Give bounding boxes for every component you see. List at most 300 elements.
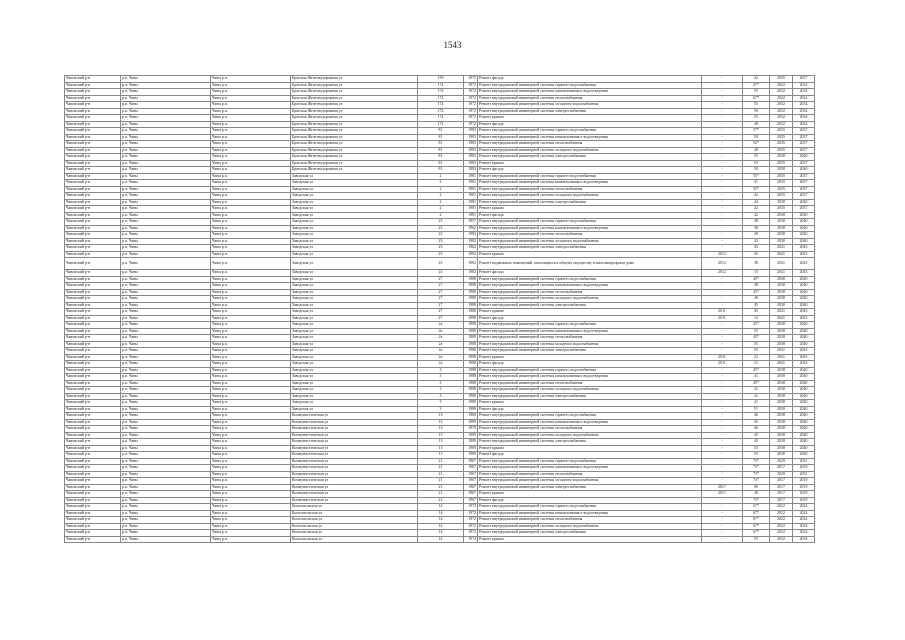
work-type-cell: Ремонт подвальных помещений, относящихся к общему имуществу в многоквартирном доме	[478, 258, 702, 270]
house-number-cell: 21	[418, 491, 464, 498]
house-number-cell: 14	[418, 523, 464, 530]
district-cell: Чановский р-н	[65, 530, 121, 537]
locality-cell: Чаны р.п.	[211, 497, 291, 504]
settlement-cell: р.п. Чаны	[121, 478, 211, 485]
build-year-cell: 1967	[464, 478, 478, 485]
street-cell: Комсомольская ул	[291, 510, 418, 517]
locality-cell: Чаны р.п.	[211, 225, 291, 232]
work-type-cell: Ремонт фасада	[478, 270, 702, 277]
street-cell: Братская Железнодорожная ул	[291, 95, 418, 102]
build-year-cell: 1988	[464, 374, 478, 381]
settlement-cell: р.п. Чаны	[121, 302, 211, 309]
settlement-cell: р.п. Чаны	[121, 348, 211, 355]
settlement-cell: р.п. Чаны	[121, 497, 211, 504]
plan-start-year-cell: 2017	[770, 465, 793, 472]
district-cell: Чановский р-н	[65, 225, 121, 232]
plan-start-year-cell: 2041	[770, 315, 793, 322]
locality-cell: Чаны р.п.	[211, 283, 291, 290]
house-number-cell: 27	[418, 296, 464, 303]
street-cell: Заводская ул	[291, 315, 418, 322]
street-cell: Заводская ул	[291, 199, 418, 206]
district-cell: Чановский р-н	[65, 238, 121, 245]
service-period-cell: 90	[743, 484, 770, 491]
street-cell: Заводская ул	[291, 354, 418, 361]
street-cell: Комсомольская ул	[291, 517, 418, 524]
work-type-cell: Ремонт внутридомовой инженерной системы горячего водоснабжения	[478, 504, 702, 511]
build-year-cell: 1983	[464, 134, 478, 141]
street-cell: Заводская ул	[291, 258, 418, 270]
plan-end-year-cell: 2031	[793, 471, 815, 478]
locality-cell: Чаны р.п.	[211, 452, 291, 459]
plan-start-year-cell: 2035	[770, 173, 793, 180]
settlement-cell: р.п. Чаны	[121, 173, 211, 180]
service-period-cell: 67*	[743, 530, 770, 537]
plan-start-year-cell: 2032	[770, 121, 793, 128]
street-cell: Заводская ул	[291, 322, 418, 329]
previous-repair-year-cell: -	[702, 400, 743, 407]
locality-cell: Чаны р.п.	[211, 504, 291, 511]
build-year-cell: 1972	[464, 95, 478, 102]
settlement-cell: р.п. Чаны	[121, 193, 211, 200]
build-year-cell: 1962	[464, 245, 478, 252]
house-number-cell: 159	[418, 76, 464, 83]
settlement-cell: р.п. Чаны	[121, 439, 211, 446]
settlement-cell: р.п. Чаны	[121, 322, 211, 329]
street-cell: Заводская ул	[291, 245, 418, 252]
plan-end-year-cell: 2043	[793, 361, 815, 368]
street-cell: Заводская ул	[291, 219, 418, 226]
plan-end-year-cell: 2037	[793, 180, 815, 187]
service-period-cell: 67*	[743, 82, 770, 89]
plan-start-year-cell: 2038	[770, 426, 793, 433]
build-year-cell: 1988	[464, 393, 478, 400]
street-cell: Коммунистическая ул	[291, 484, 418, 491]
previous-repair-year-cell: 2011	[702, 354, 743, 361]
locality-cell: Чаны р.п.	[211, 147, 291, 154]
build-year-cell: 1975	[464, 76, 478, 83]
district-cell: Чановский р-н	[65, 367, 121, 374]
house-number-cell: 23	[418, 251, 464, 258]
build-year-cell: 1988	[464, 276, 478, 283]
house-number-cell: 14	[418, 536, 464, 543]
street-cell: Братская Железнодорожная ул	[291, 147, 418, 154]
plan-start-year-cell: 2032	[770, 108, 793, 115]
service-period-cell: 45	[743, 432, 770, 439]
previous-repair-year-cell: -	[702, 510, 743, 517]
plan-end-year-cell: 2043	[793, 315, 815, 322]
settlement-cell: р.п. Чаны	[121, 419, 211, 426]
plan-start-year-cell: 2032	[770, 115, 793, 122]
house-number-cell: 174	[418, 115, 464, 122]
house-number-cell: 2а	[418, 322, 464, 329]
house-number-cell: 2а	[418, 361, 464, 368]
plan-start-year-cell: 2038	[770, 225, 793, 232]
house-number-cell: 174	[418, 108, 464, 115]
settlement-cell: р.п. Чаны	[121, 82, 211, 89]
plan-end-year-cell: 2034	[793, 102, 815, 109]
district-cell: Чановский р-н	[65, 400, 121, 407]
previous-repair-year-cell: -	[702, 219, 743, 226]
work-type-cell: Ремонт внутридомовой инженерной системы горячего водоснабжения	[478, 219, 702, 226]
plan-end-year-cell: 2037	[793, 128, 815, 135]
street-cell: Заводская ул	[291, 173, 418, 180]
house-number-cell: 174	[418, 95, 464, 102]
build-year-cell: 1967	[464, 465, 478, 472]
settlement-cell: р.п. Чаны	[121, 393, 211, 400]
district-cell: Чановский р-н	[65, 251, 121, 258]
plan-start-year-cell: 2032	[770, 102, 793, 109]
plan-end-year-cell: 2040	[793, 276, 815, 283]
district-cell: Чановский р-н	[65, 445, 121, 452]
house-number-cell: 13	[418, 413, 464, 420]
build-year-cell: 1972	[464, 121, 478, 128]
work-type-cell: Ремонт внутридомовой инженерной системы канализования и водоотведения	[478, 89, 702, 96]
house-number-cell: 2а	[418, 341, 464, 348]
district-cell: Чановский р-н	[65, 258, 121, 270]
plan-start-year-cell: 2038	[770, 445, 793, 452]
previous-repair-year-cell: -	[702, 180, 743, 187]
previous-repair-year-cell: -	[702, 147, 743, 154]
plan-end-year-cell: 2040	[793, 413, 815, 420]
plan-end-year-cell: 2043	[793, 245, 815, 252]
street-cell: Заводская ул	[291, 206, 418, 213]
plan-end-year-cell: 2024	[793, 504, 815, 511]
plan-end-year-cell: 2037	[793, 141, 815, 148]
plan-start-year-cell: 2041	[770, 354, 793, 361]
previous-repair-year-cell: -	[702, 426, 743, 433]
work-type-cell: Ремонт внутридомовой инженерной системы горячего водоснабжения	[478, 322, 702, 329]
previous-repair-year-cell: -	[702, 341, 743, 348]
street-cell: Заводская ул	[291, 302, 418, 309]
previous-repair-year-cell: -	[702, 160, 743, 167]
locality-cell: Чаны р.п.	[211, 367, 291, 374]
street-cell: Комсомольская ул	[291, 536, 418, 543]
service-period-cell: 45*	[743, 289, 770, 296]
plan-start-year-cell: 2038	[770, 167, 793, 174]
plan-start-year-cell: 2035	[770, 206, 793, 213]
street-cell: Коммунистическая ул	[291, 413, 418, 420]
plan-start-year-cell: 2038	[770, 289, 793, 296]
work-type-cell: Ремонт внутридомовой инженерной системы холодного водоснабжения	[478, 147, 702, 154]
previous-repair-year-cell: -	[702, 102, 743, 109]
street-cell: Заводская ул	[291, 400, 418, 407]
locality-cell: Чаны р.п.	[211, 141, 291, 148]
plan-start-year-cell: 2041	[770, 348, 793, 355]
settlement-cell: р.п. Чаны	[121, 523, 211, 530]
house-number-cell: 2а	[418, 354, 464, 361]
district-cell: Чановский р-н	[65, 491, 121, 498]
previous-repair-year-cell: -	[702, 82, 743, 89]
plan-end-year-cell: 2040	[793, 406, 815, 413]
settlement-cell: р.п. Чаны	[121, 406, 211, 413]
plan-end-year-cell: 2034	[793, 89, 815, 96]
work-type-cell: Ремонт фасада	[478, 406, 702, 413]
locality-cell: Чаны р.п.	[211, 173, 291, 180]
district-cell: Чановский р-н	[65, 497, 121, 504]
previous-repair-year-cell: -	[702, 283, 743, 290]
settlement-cell: р.п. Чаны	[121, 361, 211, 368]
district-cell: Чановский р-н	[65, 309, 121, 316]
street-cell: Заводская ул	[291, 406, 418, 413]
settlement-cell: р.п. Чаны	[121, 219, 211, 226]
plan-start-year-cell: 2041	[770, 309, 793, 316]
plan-end-year-cell: 2034	[793, 115, 815, 122]
previous-repair-year-cell: -	[702, 108, 743, 115]
locality-cell: Чаны р.п.	[211, 212, 291, 219]
settlement-cell: р.п. Чаны	[121, 465, 211, 472]
settlement-cell: р.п. Чаны	[121, 341, 211, 348]
street-cell: Коммунистическая ул	[291, 478, 418, 485]
district-cell: Чановский р-н	[65, 89, 121, 96]
street-cell: Коммунистическая ул	[291, 497, 418, 504]
previous-repair-year-cell: -	[702, 95, 743, 102]
build-year-cell: 1988	[464, 406, 478, 413]
street-cell: Комсомольская ул	[291, 523, 418, 530]
service-period-cell: 73*	[743, 471, 770, 478]
house-number-cell: 2	[418, 199, 464, 206]
street-cell: Коммунистическая ул	[291, 426, 418, 433]
district-cell: Чановский р-н	[65, 426, 121, 433]
service-period-cell: 50	[743, 167, 770, 174]
previous-repair-year-cell: -	[702, 380, 743, 387]
previous-repair-year-cell: -	[702, 128, 743, 135]
service-period-cell: 48	[743, 121, 770, 128]
work-type-cell: Ремонт крыши	[478, 251, 702, 258]
street-cell: Заводская ул	[291, 328, 418, 335]
street-cell: Братская Железнодорожная ул	[291, 160, 418, 167]
build-year-cell: 1983	[464, 147, 478, 154]
previous-repair-year-cell: -	[702, 471, 743, 478]
work-type-cell: Ремонт внутридомовой инженерной системы горячего водоснабжения	[478, 128, 702, 135]
previous-repair-year-cell: -	[702, 374, 743, 381]
plan-end-year-cell: 2040	[793, 283, 815, 290]
plan-start-year-cell: 2038	[770, 302, 793, 309]
plan-end-year-cell: 2040	[793, 393, 815, 400]
settlement-cell: р.п. Чаны	[121, 426, 211, 433]
locality-cell: Чаны р.п.	[211, 328, 291, 335]
work-type-cell: Ремонт фасада	[478, 315, 702, 322]
plan-start-year-cell: 2022	[770, 510, 793, 517]
build-year-cell: 1983	[464, 154, 478, 161]
street-cell: Братская Железнодорожная ул	[291, 115, 418, 122]
service-period-cell: 55	[743, 89, 770, 96]
previous-repair-year-cell: -	[702, 296, 743, 303]
plan-end-year-cell: 2037	[793, 206, 815, 213]
district-cell: Чановский р-н	[65, 341, 121, 348]
house-number-cell: 13	[418, 432, 464, 439]
build-year-cell: 1967	[464, 471, 478, 478]
work-type-cell: Ремонт внутридомовой инженерной системы горячего водоснабжения	[478, 276, 702, 283]
service-period-cell: 55	[743, 341, 770, 348]
work-type-cell: Ремонт фасада	[478, 361, 702, 368]
locality-cell: Чаны р.п.	[211, 348, 291, 355]
district-cell: Чановский р-н	[65, 315, 121, 322]
previous-repair-year-cell: -	[702, 406, 743, 413]
house-number-cell: 23	[418, 219, 464, 226]
house-number-cell: 81	[418, 167, 464, 174]
build-year-cell: 1972	[464, 530, 478, 537]
house-number-cell: 3	[418, 380, 464, 387]
settlement-cell: р.п. Чаны	[121, 445, 211, 452]
house-number-cell: 174	[418, 82, 464, 89]
plan-end-year-cell: 2024	[793, 510, 815, 517]
house-number-cell: 21	[418, 458, 464, 465]
build-year-cell: 1957	[464, 219, 478, 226]
plan-end-year-cell: 2034	[793, 536, 815, 543]
build-year-cell: 1988	[464, 289, 478, 296]
locality-cell: Чаны р.п.	[211, 180, 291, 187]
service-period-cell: 48	[743, 283, 770, 290]
work-type-cell: Ремонт внутридомовой инженерной системы электроснабжения	[478, 199, 702, 206]
build-year-cell: 1967	[464, 458, 478, 465]
settlement-cell: р.п. Чаны	[121, 225, 211, 232]
district-cell: Чановский р-н	[65, 504, 121, 511]
locality-cell: Чаны р.п.	[211, 296, 291, 303]
street-cell: Заводская ул	[291, 232, 418, 239]
street-cell: Коммунистическая ул	[291, 439, 418, 446]
district-cell: Чановский р-н	[65, 348, 121, 355]
house-number-cell: 23	[418, 258, 464, 270]
plan-start-year-cell: 2035	[770, 180, 793, 187]
house-number-cell: 14	[418, 510, 464, 517]
district-cell: Чановский р-н	[65, 76, 121, 83]
settlement-cell: р.п. Чаны	[121, 206, 211, 213]
plan-start-year-cell: 2029	[770, 458, 793, 465]
plan-start-year-cell: 2029	[770, 471, 793, 478]
district-cell: Чановский р-н	[65, 296, 121, 303]
plan-start-year-cell: 2038	[770, 387, 793, 394]
district-cell: Чановский р-н	[65, 452, 121, 459]
locality-cell: Чаны р.п.	[211, 380, 291, 387]
settlement-cell: р.п. Чаны	[121, 108, 211, 115]
service-period-cell: 55	[743, 154, 770, 161]
street-cell: Братская Железнодорожная ул	[291, 121, 418, 128]
locality-cell: Чаны р.п.	[211, 510, 291, 517]
settlement-cell: р.п. Чаны	[121, 186, 211, 193]
locality-cell: Чаны р.п.	[211, 193, 291, 200]
previous-repair-year-cell: -	[702, 465, 743, 472]
district-cell: Чановский р-н	[65, 147, 121, 154]
previous-repair-year-cell: 2017	[702, 491, 743, 498]
service-period-cell: 73*	[743, 465, 770, 472]
plan-end-year-cell: 2040	[793, 439, 815, 446]
previous-repair-year-cell: -	[702, 504, 743, 511]
locality-cell: Чаны р.п.	[211, 245, 291, 252]
house-number-cell: 13	[418, 452, 464, 459]
previous-repair-year-cell: -	[702, 439, 743, 446]
settlement-cell: р.п. Чаны	[121, 536, 211, 543]
page-number: 1543	[443, 40, 462, 50]
district-cell: Чановский р-н	[65, 374, 121, 381]
district-cell: Чановский р-н	[65, 270, 121, 277]
previous-repair-year-cell: -	[702, 322, 743, 329]
house-number-cell: 2	[418, 173, 464, 180]
plan-end-year-cell: 2040	[793, 400, 815, 407]
work-type-cell: Ремонт фасада	[478, 212, 702, 219]
work-type-cell: Ремонт крыши	[478, 206, 702, 213]
locality-cell: Чаны р.п.	[211, 432, 291, 439]
locality-cell: Чаны р.п.	[211, 206, 291, 213]
previous-repair-year-cell: -	[702, 121, 743, 128]
district-cell: Чановский р-н	[65, 206, 121, 213]
district-cell: Чановский р-н	[65, 413, 121, 420]
previous-repair-year-cell: -	[702, 530, 743, 537]
locality-cell: Чаны р.п.	[211, 134, 291, 141]
work-type-cell: Ремонт внутридомовой инженерной системы теплоснабжения	[478, 517, 702, 524]
locality-cell: Чаны р.п.	[211, 491, 291, 498]
build-year-cell: 1972	[464, 102, 478, 109]
work-type-cell: Ремонт фасада	[478, 121, 702, 128]
settlement-cell: р.п. Чаны	[121, 530, 211, 537]
street-cell: Заводская ул	[291, 276, 418, 283]
service-period-cell: 42	[743, 212, 770, 219]
house-number-cell: 27	[418, 315, 464, 322]
district-cell: Чановский р-н	[65, 102, 121, 109]
district-cell: Чановский р-н	[65, 302, 121, 309]
house-number-cell: 2а	[418, 328, 464, 335]
street-cell: Братская Железнодорожная ул	[291, 167, 418, 174]
plan-end-year-cell: 2040	[793, 328, 815, 335]
street-cell: Комсомольская ул	[291, 504, 418, 511]
work-type-cell: Ремонт крыши	[478, 445, 702, 452]
work-type-cell: Ремонт внутридомовой инженерной системы канализования и водоотведения	[478, 225, 702, 232]
plan-end-year-cell: 2040	[793, 167, 815, 174]
district-cell: Чановский р-н	[65, 219, 121, 226]
settlement-cell: р.п. Чаны	[121, 258, 211, 270]
plan-start-year-cell: 2041	[770, 245, 793, 252]
build-year-cell: 1972	[464, 108, 478, 115]
locality-cell: Чаны р.п.	[211, 523, 291, 530]
previous-repair-year-cell: -	[702, 245, 743, 252]
work-type-cell: Ремонт крыши	[478, 491, 702, 498]
house-number-cell: 13	[418, 419, 464, 426]
locality-cell: Чаны р.п.	[211, 82, 291, 89]
service-period-cell: 55	[743, 452, 770, 459]
build-year-cell: 1972	[464, 536, 478, 543]
build-year-cell: 1983	[464, 141, 478, 148]
register-table-body	[65, 76, 815, 543]
previous-repair-year-cell: -	[702, 206, 743, 213]
work-type-cell: Ремонт внутридомовой инженерной системы холодного водоснабжения	[478, 432, 702, 439]
work-type-cell: Ремонт внутридомовой инженерной системы канализования и водоотведения	[478, 374, 702, 381]
service-period-cell: 41	[743, 393, 770, 400]
build-year-cell: 1988	[464, 387, 478, 394]
street-cell: Коммунистическая ул	[291, 471, 418, 478]
work-type-cell: Ремонт фасада	[478, 167, 702, 174]
previous-repair-year-cell: -	[702, 419, 743, 426]
locality-cell: Чаны р.п.	[211, 406, 291, 413]
district-cell: Чановский р-н	[65, 439, 121, 446]
house-number-cell: 14	[418, 504, 464, 511]
settlement-cell: р.п. Чаны	[121, 484, 211, 491]
service-period-cell: 41	[743, 400, 770, 407]
service-period-cell: 41	[743, 387, 770, 394]
district-cell: Чановский р-н	[65, 180, 121, 187]
settlement-cell: р.п. Чаны	[121, 212, 211, 219]
plan-end-year-cell: 2034	[793, 121, 815, 128]
plan-start-year-cell: 2035	[770, 147, 793, 154]
work-type-cell: Ремонт внутридомовой инженерной системы электроснабжения	[478, 154, 702, 161]
district-cell: Чановский р-н	[65, 186, 121, 193]
work-type-cell: Ремонт крыши	[478, 115, 702, 122]
house-number-cell: 3	[418, 367, 464, 374]
district-cell: Чановский р-н	[65, 289, 121, 296]
build-year-cell: 1988	[464, 361, 478, 368]
locality-cell: Чаны р.п.	[211, 426, 291, 433]
service-period-cell: 45	[743, 439, 770, 446]
house-number-cell: 21	[418, 497, 464, 504]
street-cell: Заводская ул	[291, 251, 418, 258]
